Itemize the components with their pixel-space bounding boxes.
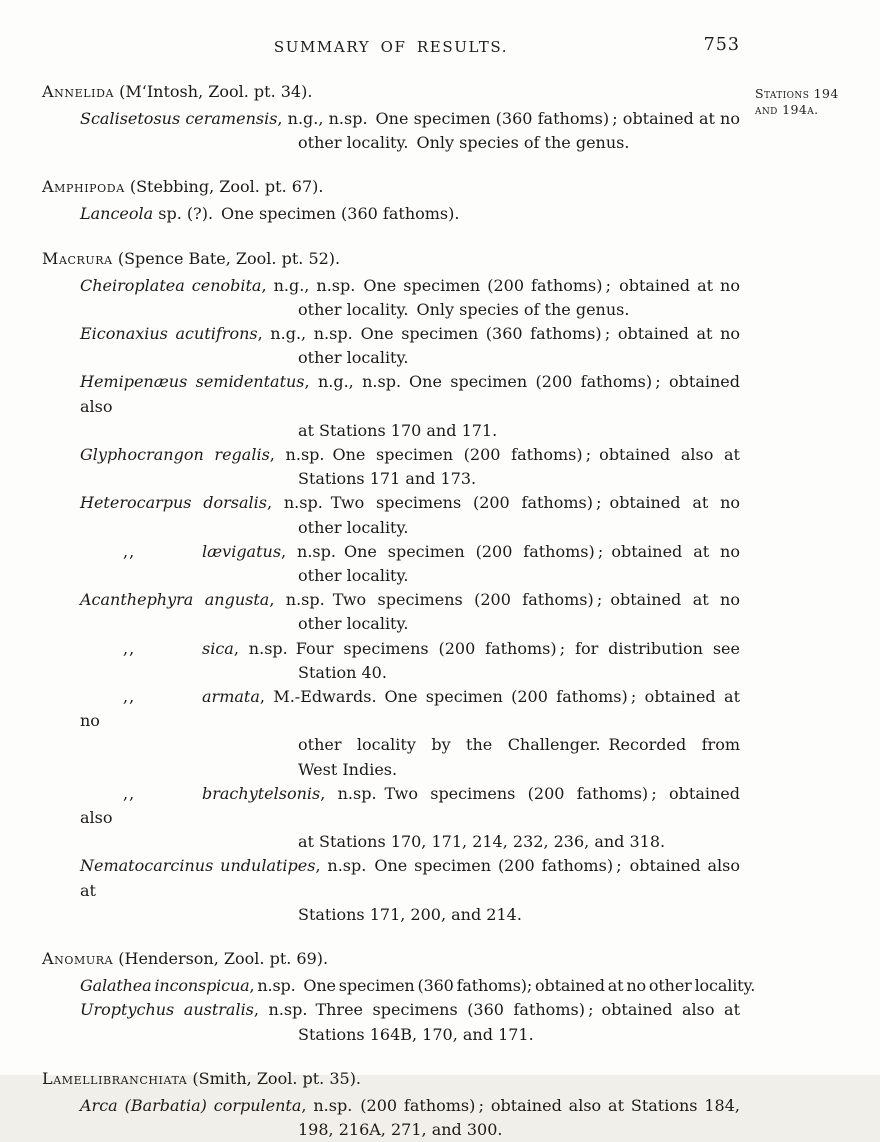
entry-first-line: Scalisetosus ceramensis, n.g., n.sp. One specimen (360 fathoms) ; obtained at no [80,109,740,128]
species-entry [42,782,740,855]
species-name: Galathea inconspicua [80,976,250,996]
margin-note-line: Stations 194 [755,86,839,101]
entries-group [42,202,740,226]
entries-group [42,274,740,927]
continuation-line: other locality. Only species of the genus. [298,299,630,319]
page-title: SUMMARY OF RESULTS. [273,38,509,56]
species-entry [42,637,740,685]
species-entry [42,370,740,443]
species-entry [42,107,740,155]
species-name: armata [202,687,260,707]
ditto-mark: ,, [123,687,136,707]
species-name: Heterocarpus dorsalis [80,493,268,513]
entry-first-line: ,, brachytelsonis, n.sp. Two specimens (200 fathoms) ; obtained also [80,783,740,828]
entry-first-line: Uroptychus australis, n.sp. Three specimens (360 fathoms) ; obtained also at [80,1000,741,1020]
species-name: Uroptychus australis [80,1000,254,1020]
margin-note [755,86,873,118]
entry-first-line: Glyphocrangon regalis, n.sp. One specimen (200 fathoms) ; obtained also at [80,445,740,465]
ditto-mark: ,, [123,638,136,658]
margin-note-line: and 194a. [755,102,819,117]
entry-first-line: Cheiroplatea cenobita, n.g., n.sp. One specimen (200 fathoms) ; obtained at no [80,275,740,295]
continuation-line: other locality. [298,517,409,537]
entry-first-line: ,, armata, M.-Edwards. One specimen (200 fathoms) ; obtained at no [80,687,740,731]
taxon-name: Annelida [42,82,115,101]
taxon-section [42,1067,740,1142]
entry-first-line: Nematocarcinus undulatipes, n.sp. One specimen (200 fathoms) ; obtained also at [80,856,741,900]
entry-first-line: ,, sica, n.sp. Four specimens (200 fathoms) ; for distribution see [80,637,740,661]
entry-first-line: Hemipenæus semidentatus, n.g., n.sp. One specimen (200 fathoms) ; obtained also [80,372,741,416]
continuation-line: 198, 216A, 271, and 300. [298,1119,503,1139]
entries-group [42,107,740,155]
species-entry [42,998,740,1046]
species-entry [42,540,740,588]
species-entry [42,491,740,539]
species-name: Acanthephyra angusta [80,590,270,610]
entry-first-line: Galathea inconspicua, n.sp. One specimen (360 fathoms); obtained at no other locality. [80,976,756,996]
section-heading: Lamellibranchiata (Smith, Zool. pt. 35). [42,1068,362,1088]
ditto-mark: ,, [123,783,136,803]
species-name: Nematocarcinus undulatipes [80,856,316,876]
entry-first-line: Acanthephyra angusta, n.sp. Two specimens (200 fathoms) ; obtained at no [80,590,740,610]
species-name: Eiconaxius acutifrons [80,324,258,344]
species-entry [42,322,740,370]
species-entry [42,443,740,491]
page-number: 753 [703,35,740,55]
ditto-mark: ,, [123,541,136,561]
species-name: Arca (Barbatia) corpulenta [80,1095,302,1115]
taxon-section [42,247,740,927]
species-entry [42,685,740,782]
species-name: sica [202,638,234,658]
taxon-name: Lamellibranchiata [42,1068,188,1088]
species-name: Glyphocrangon regalis [80,445,270,465]
species-entry [42,974,756,998]
species-entry [42,854,740,927]
entry-first-line: Lanceola sp. (?). One specimen (360 fathoms). [80,204,460,224]
taxon-name: Amphipoda [42,177,125,197]
species-name: Scalisetosus ceramensis [80,109,278,128]
entry-first-line: Eiconaxius acutifrons, n.g., n.sp. One specimen (360 fathoms) ; obtained at no [80,324,741,344]
continuation-line: Station 40. [298,662,387,682]
taxon-name: Macrura [42,248,113,268]
continuation-line: at Stations 170 and 171. [298,420,498,440]
species-entry [42,202,740,226]
continuation-line: other locality. [298,566,409,586]
species-name: Lanceola [80,204,154,224]
section-heading: Amphipoda (Stebbing, Zool. pt. 67). [42,177,324,197]
entry-first-line: Arca (Barbatia) corpulenta, n.sp. (200 fathoms) ; obtained also at Stations 184, [80,1095,740,1115]
section-heading: Anomura (Henderson, Zool. pt. 69). [42,949,329,969]
continuation-line: other locality. Only species of the genus. [298,133,630,153]
taxon-name: Anomura [42,949,114,969]
taxon-section [42,80,740,155]
entries-group [42,1094,740,1142]
taxon-section [42,947,756,1047]
continuation-line: other locality by the Challenger. Recorded from [298,735,740,755]
continuation-line: other locality. [298,614,409,634]
species-name: Hemipenæus semidentatus [80,372,305,392]
taxon-section [42,175,740,226]
species-name: lævigatus [202,541,282,561]
species-entry [42,1094,740,1142]
running-head [42,35,740,60]
species-name: brachytelsonis [202,783,321,803]
continuation-line: West Indies. [298,759,398,779]
entries-group [42,974,756,1047]
continuation-line: Stations 171 and 173. [298,469,477,489]
continuation-line: at Stations 170, 171, 214, 232, 236, and 318. [298,832,666,852]
sections-container [42,80,756,1142]
species-entry [42,588,740,636]
entry-first-line: Heterocarpus dorsalis, n.sp. Two specimens (200 fathoms) ; obtained at no [80,493,741,513]
section-heading: Annelida (M‘Intosh, Zool. pt. 34). [42,82,313,101]
continuation-line: Stations 164B, 170, and 171. [298,1024,534,1044]
entry-first-line: ,, lævigatus, n.sp. One specimen (200 fathoms) ; obtained at no [80,540,740,564]
continuation-line: other locality. [298,348,409,368]
section-heading: Macrura (Spence Bate, Zool. pt. 52). [42,248,341,268]
species-name: Cheiroplatea cenobita [80,275,262,295]
species-entry [42,274,740,322]
text-column [42,35,756,1142]
continuation-line: Stations 171, 200, and 214. [298,904,522,924]
